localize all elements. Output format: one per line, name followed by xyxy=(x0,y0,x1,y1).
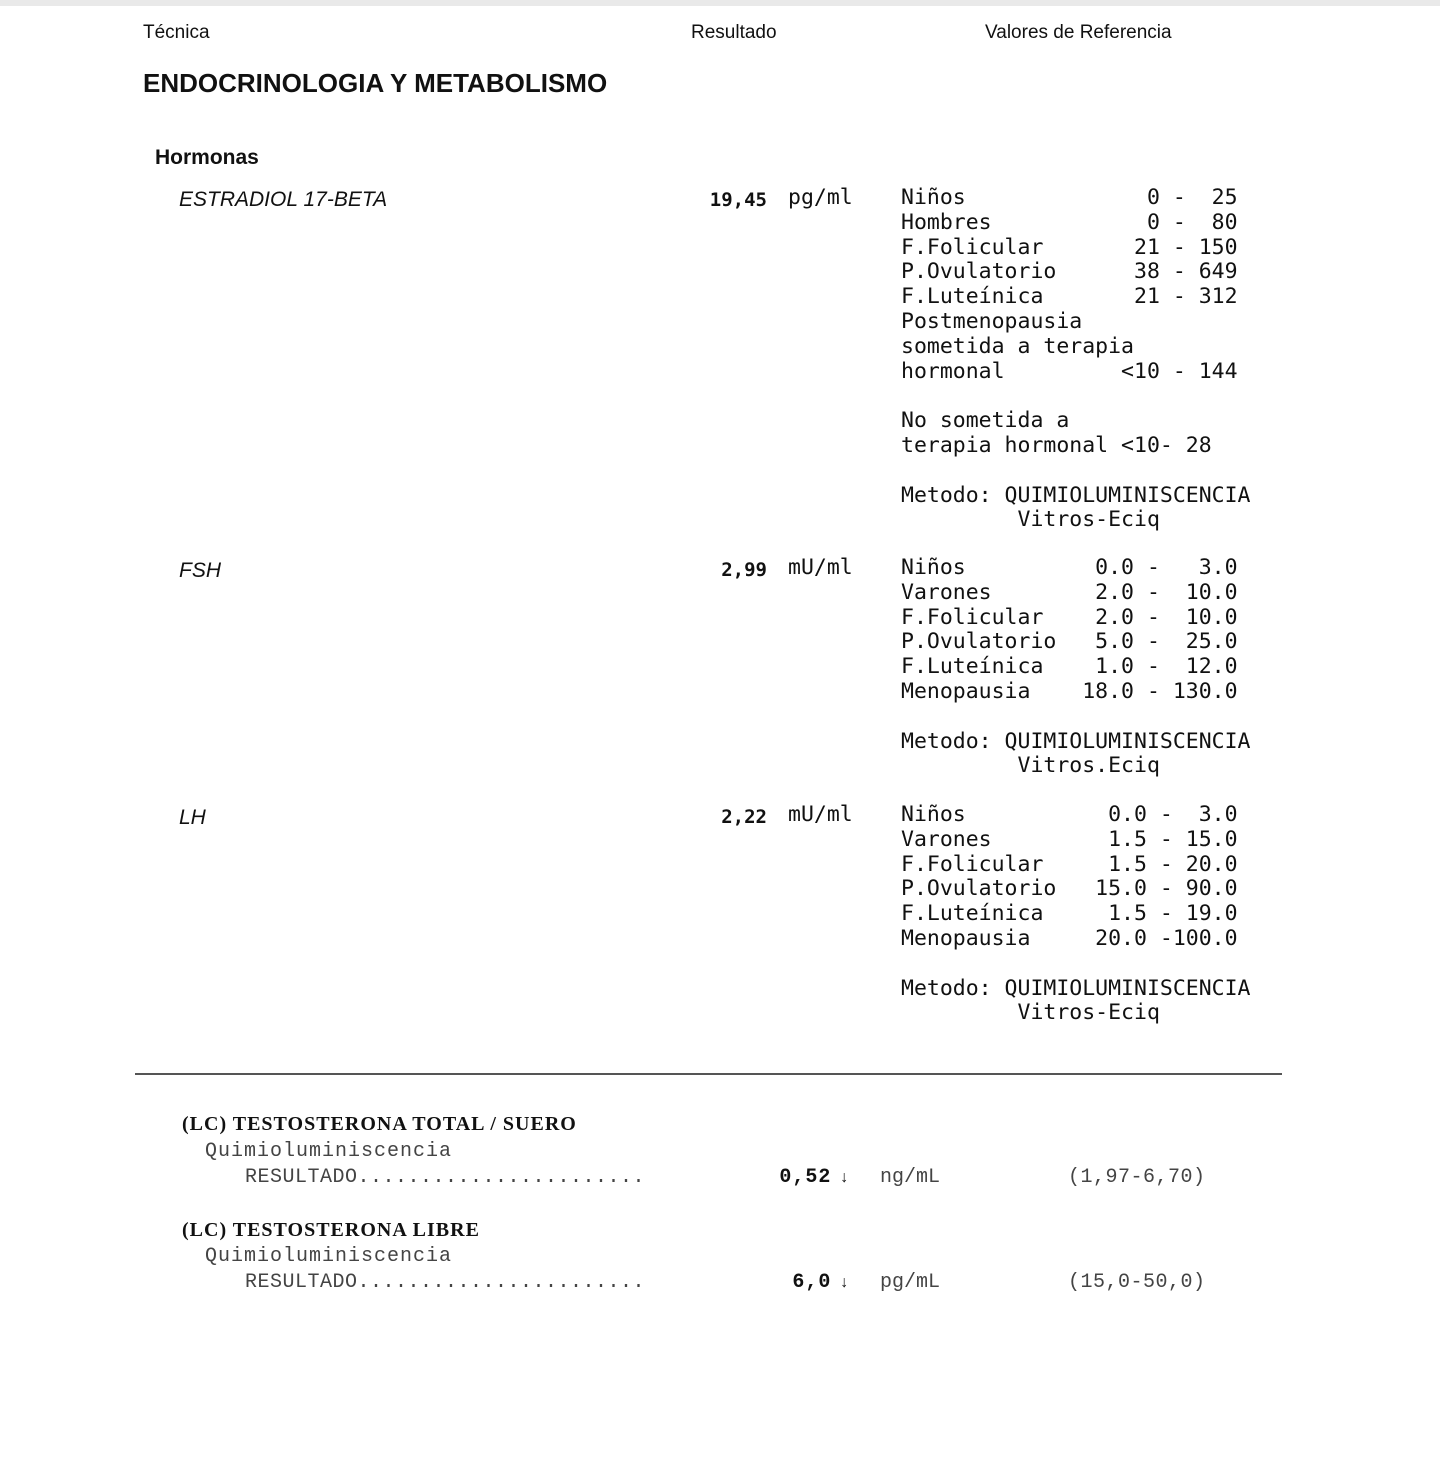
lc-result-value-libre: 6,0 ↓ xyxy=(792,1271,850,1294)
lc-result-unit-total: ng/mL xyxy=(880,1166,941,1189)
test-name-estradiol: ESTRADIOL 17-BETA xyxy=(179,188,388,211)
lc-test-method-libre: Quimioluminiscencia xyxy=(205,1245,453,1268)
reference-block-fsh: Niños 0.0 - 3.0 Varones 2.0 - 10.0 F.Folicular 2.0 - 10.0 P.Ovulatorio 5.0 - 25.0 F.Luteínica 1.0 - 12.0 Menopausia 18.0 - 130.0 Metodo: QUIMIOLUMINISCENCIA Vitros.Eciq xyxy=(901,555,1251,779)
lc-result-label-total: RESULTADO....................... xyxy=(245,1166,646,1189)
test-value-lh: 2,22 xyxy=(721,806,767,828)
test-unit-estradiol: pg/ml xyxy=(788,185,853,210)
reference-block-estradiol: Niños 0 - 25 Hombres 0 - 80 F.Folicular 21 - 150 P.Ovulatorio 38 - 649 F.Luteínica 21 - 312 Postmenopausia sometida a terapia hormonal <10 - 144 No sometida a terapia hormonal <10- 28 Metodo: QUIMIOLUMINISCENCIA Vitros-Eciq xyxy=(901,185,1251,533)
test-value-fsh: 2,99 xyxy=(721,559,767,581)
down-arrow-icon: ↓ xyxy=(839,1274,850,1292)
column-header-referencia: Valores de Referencia xyxy=(985,22,1172,43)
down-arrow-icon: ↓ xyxy=(839,1169,850,1187)
lc-result-unit-libre: pg/mL xyxy=(880,1271,941,1294)
test-name-lh: LH xyxy=(179,806,206,829)
lc-result-label-libre: RESULTADO....................... xyxy=(245,1271,646,1294)
test-value-estradiol: 19,45 xyxy=(709,189,767,211)
lc-test-method-total: Quimioluminiscencia xyxy=(205,1140,453,1163)
lc-result-value-total: 0,52 ↓ xyxy=(779,1166,850,1189)
lc-test-title-total: (LC) TESTOSTERONA TOTAL / SUERO xyxy=(182,1113,577,1135)
reference-block-lh: Niños 0.0 - 3.0 Varones 1.5 - 15.0 F.Folicular 1.5 - 20.0 P.Ovulatorio 15.0 - 90.0 F.Luteínica 1.5 - 19.0 Menopausia 20.0 -100.0 Metodo: QUIMIOLUMINISCENCIA Vitros-Eciq xyxy=(901,802,1251,1026)
test-name-fsh: FSH xyxy=(179,559,221,582)
test-unit-lh: mU/ml xyxy=(788,802,853,827)
lc-test-title-libre: (LC) TESTOSTERONA LIBRE xyxy=(182,1219,480,1241)
test-unit-fsh: mU/ml xyxy=(788,555,853,580)
column-header-resultado: Resultado xyxy=(691,22,777,43)
lc-reference-libre: (15,0-50,0) xyxy=(1068,1271,1206,1294)
column-header-tecnica: Técnica xyxy=(143,22,210,43)
section-divider xyxy=(135,1073,1282,1075)
section-title: ENDOCRINOLOGIA Y METABOLISMO xyxy=(143,68,608,98)
top-border xyxy=(0,0,1440,6)
lc-reference-total: (1,97-6,70) xyxy=(1068,1166,1206,1189)
subsection-title: Hormonas xyxy=(155,146,259,169)
